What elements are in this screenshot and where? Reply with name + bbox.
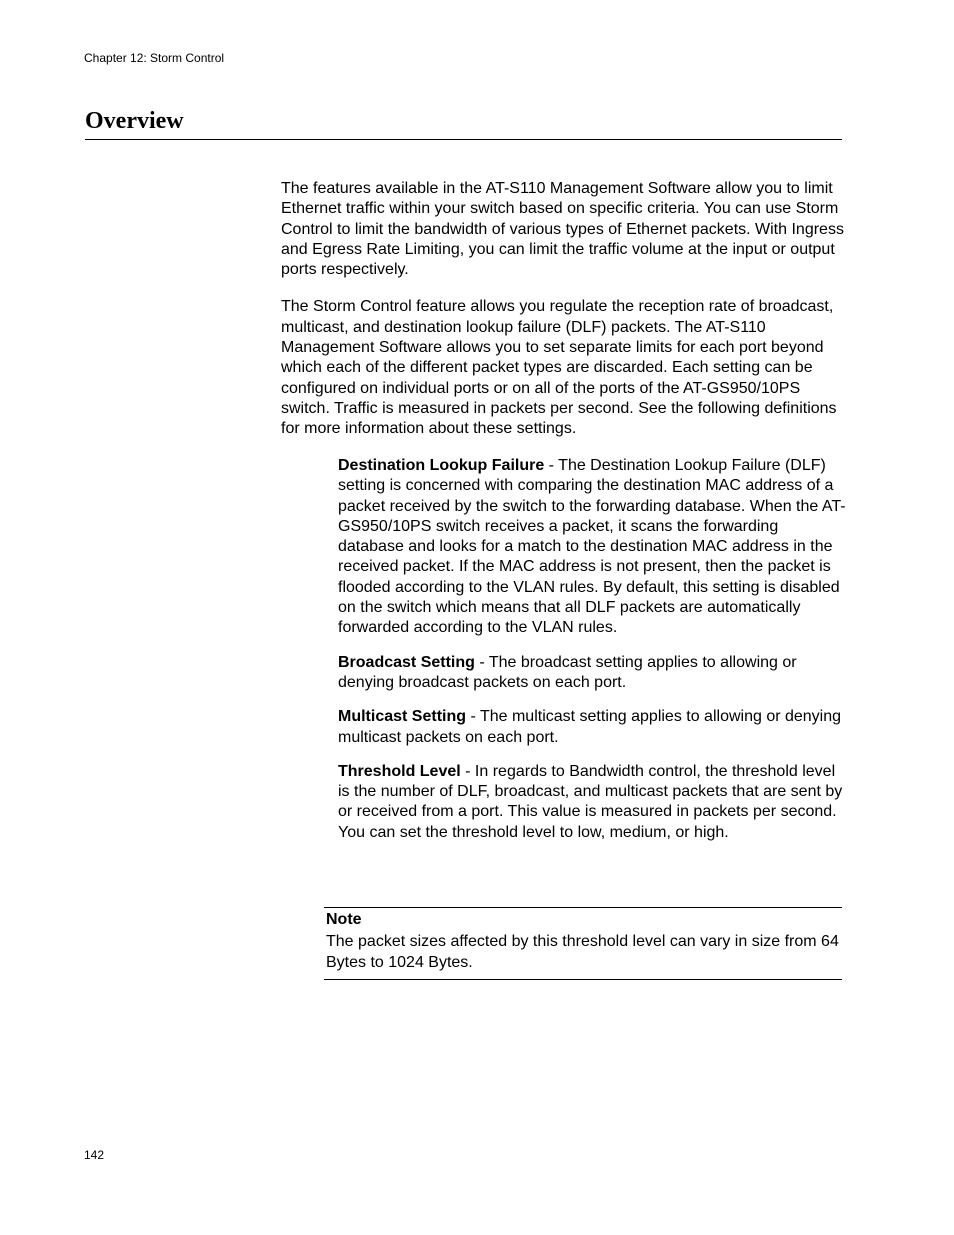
- definition-text: - The Destination Lookup Failure (DLF) setting is concerned with comparing the destination MAC address of a packet received by the switch to the forwarding database. When the AT-GS950/10PS switch receives a packet, it scans the forwarding database and looks for a match to the destination MAC address in the received packet. If the MAC address is not present, then the packet is flooded according to the VLAN rules. By default, this setting is disabled on the switch which means that all DLF packets are automatically forwarded according to the VLAN rules.: [338, 457, 846, 637]
- definition-text: - The broadcast setting applies to allowing or denying broadcast packets on each port.: [338, 653, 797, 691]
- note-heading: Note: [326, 911, 362, 928]
- definition-threshold: [338, 762, 846, 843]
- definition-dlf: [338, 456, 846, 639]
- page-number: 142: [84, 1148, 105, 1162]
- intro-paragraph: The features available in the AT-S110 Management Software allow you to limit Ethernet traffic within your switch based on specific criteria. You can use Storm Control to limit the bandwidth of various types of Ethernet packets. With Ingress and Egress Rate Limiting, you can limit the traffic volume at the input or output ports respectively.: [281, 180, 844, 279]
- note-box: [324, 907, 842, 980]
- definition-multicast: [338, 707, 846, 748]
- note-body: The packet sizes affected by this threshold level can vary in size from 64 Bytes to 1024 Bytes.: [326, 933, 839, 971]
- definition-term: Destination Lookup Failure: [338, 457, 545, 474]
- section-title: Overview: [85, 108, 184, 134]
- definition-list: [338, 456, 846, 857]
- running-header: Chapter 12: Storm Control: [84, 51, 225, 65]
- body-text: [281, 179, 846, 457]
- title-rule: [85, 139, 842, 140]
- definition-broadcast: [338, 653, 846, 694]
- definition-term: Multicast Setting: [338, 708, 467, 726]
- definition-term: Threshold Level: [338, 762, 461, 780]
- definition-text: - The multicast setting applies to allowing or denying multicast packets on each port.: [338, 708, 842, 746]
- definition-text: - In regards to Bandwidth control, the threshold level is the number of DLF, broadcast, and multicast packets that are sent by or received from a port. This value is measured in packets per second. You can set the threshold level to low, medium, or high.: [338, 762, 843, 841]
- storm-control-paragraph: The Storm Control feature allows you regulate the reception rate of broadcast, multicast, and destination lookup failure (DLF) packets. The AT-S110 Management Software allows you to set separate limits for each port beyond which each of the different packet types are discarded. Each setting can be configured on individual ports or on all of the ports of the AT-GS950/10PS switch. Traffic is measured in packets per second. See the following definitions for more information about these settings.: [281, 298, 837, 438]
- definition-term: Broadcast Setting: [338, 653, 475, 671]
